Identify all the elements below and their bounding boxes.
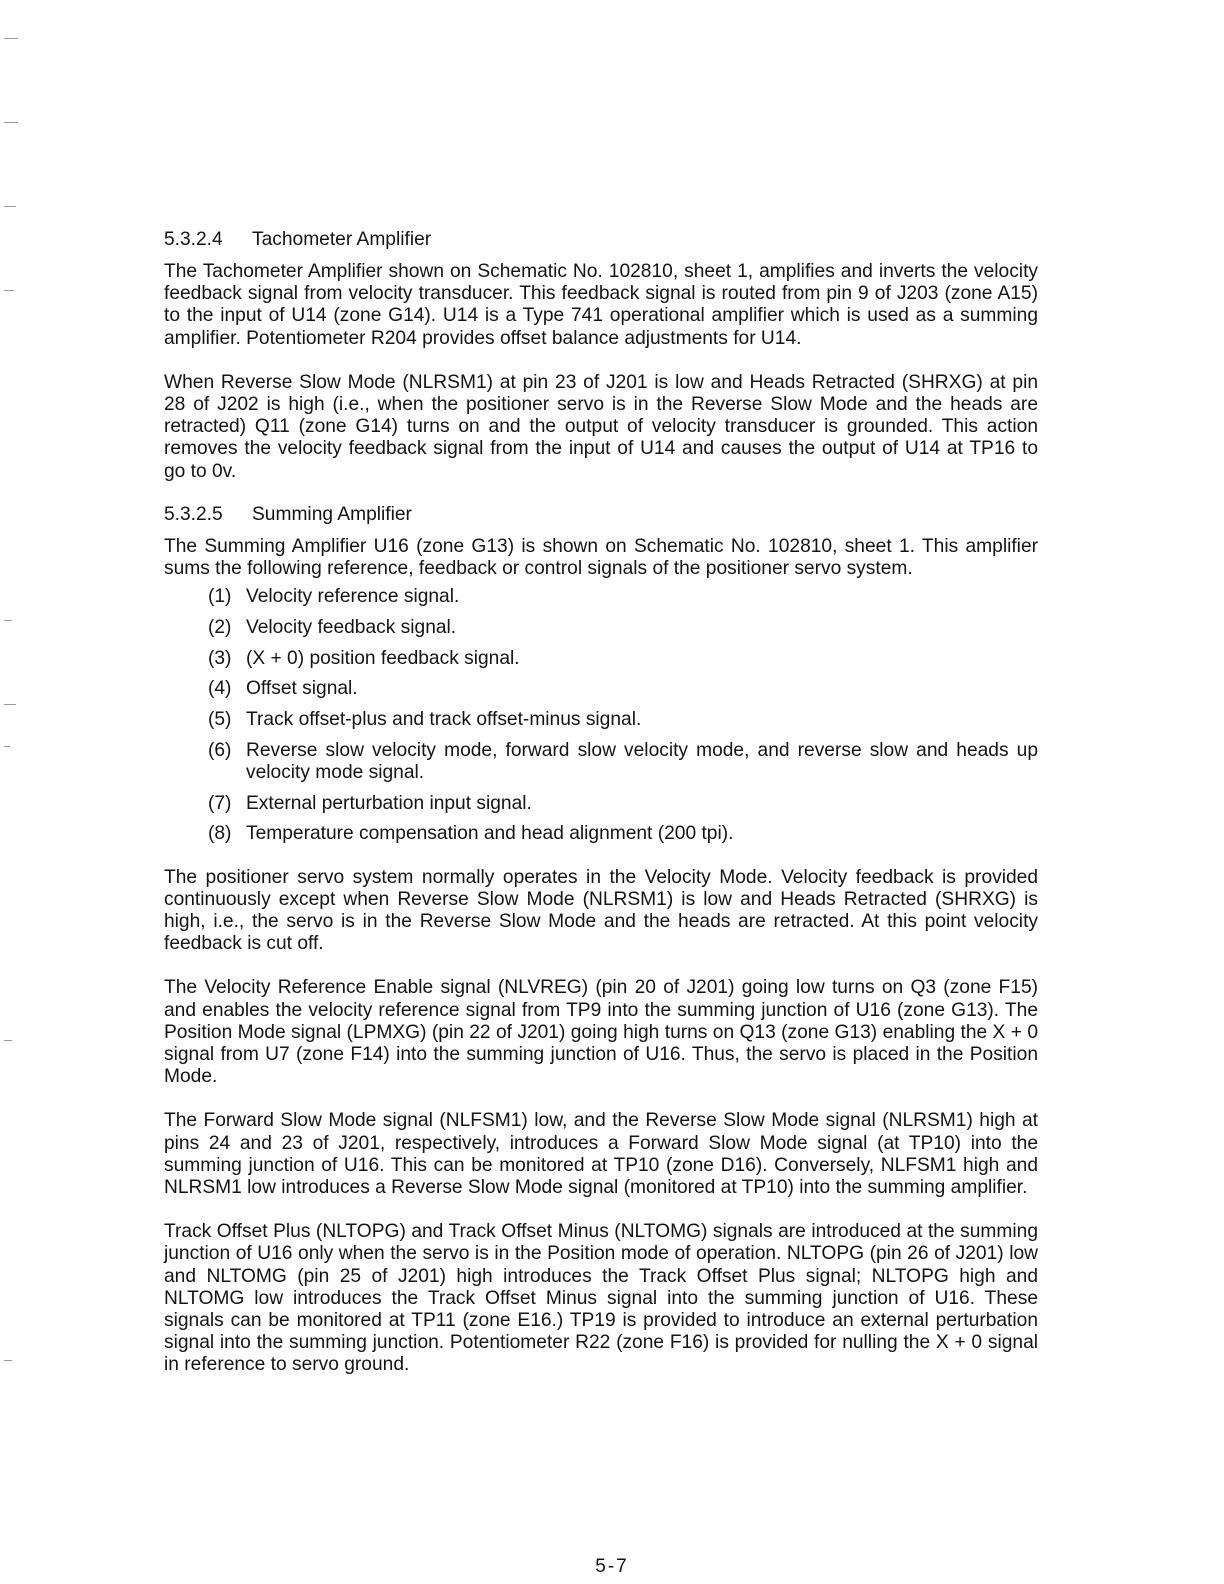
page-number: 5-7 [595,1556,629,1577]
list-item [208,678,1038,700]
section-number: 5.3.2.5 [164,503,223,525]
scan-mark [4,620,12,621]
list-item-text: Velocity reference signal. [246,586,460,608]
section-title: Tachometer Amplifier [252,229,432,250]
list-item-text: External perturbation input signal. [246,792,532,814]
scan-mark [4,1360,12,1361]
list-item-number: (8) [208,823,232,845]
scan-mark [4,704,16,705]
list-item-number: (1) [208,586,232,608]
list-item [208,586,1038,608]
paragraph: The Forward Slow Mode signal (NLFSM1) low, and the Reverse Slow Mode signal (NLRSM1) high at pins 24 and 23 of J201, respectively, introduces a Forward Slow Mode signal (at TP10) into the summing junction of U16. This can be monitored at TP10 (zone D16). Conversely, NLFSM1 high and NLRSM1 low introduces a Reverse Slow Mode signal (monitored at TP10) into the summing amplifier. [164,1110,1038,1198]
list-item-number: (2) [208,616,232,638]
list-item [208,823,1038,845]
page-body [164,228,1038,1377]
list-item [208,648,1038,670]
list-item-text: Temperature compensation and head alignment (200 tpi). [246,823,734,845]
list-item-text: Velocity feedback signal. [246,616,457,638]
list-item [208,617,1038,639]
signal-list [208,586,1038,845]
list-item-number: (3) [208,647,232,669]
list-item [208,740,1038,784]
scan-mark [4,38,18,39]
list-item-text: Reverse slow velocity mode, forward slow velocity mode, and reverse slow and heads up velocity mode signal. [246,739,1038,783]
list-item-number: (5) [208,709,232,731]
list-item-number: (6) [208,739,232,761]
paragraph: The Tachometer Amplifier shown on Schematic No. 102810, sheet 1, amplifies and inverts the velocity feedback signal from velocity transducer. This feedback signal is routed from pin 9 of J203 (zone A15) to the input of U14 (zone G14). U14 is a Type 741 operational amplifier which is used as a summing amplifier. Potentiometer R204 provides offset balance adjustments for U14. [164,261,1038,349]
paragraph: Track Offset Plus (NLTOPG) and Track Offset Minus (NLTOMG) signals are introduced at the summing junction of U16 only when the servo is in the Position mode of operation. NLTOPG (pin 26 of J201) low and NLTOMG (pin 25 of J201) high introduces the Track Offset Plus signal; NLTOPG high and NLTOMG low introduces the Track Offset Minus signal into the summing junction of U16. These signals can be monitored at TP11 (zone E16.) TP19 is provided to introduce an external perturbation signal into the summing junction. Potentiometer R22 (zone F16) is provided for nulling the X + 0 signal in reference to servo ground. [164,1221,1038,1376]
list-item-number: (7) [208,792,232,814]
list-item-text: Track offset-plus and track offset-minus signal. [246,709,642,731]
list-item-text: Offset signal. [246,678,358,700]
scan-mark [4,746,10,747]
scan-mark [4,290,14,291]
section-number: 5.3.2.4 [164,229,223,250]
list-item [208,793,1038,815]
paragraph: The Velocity Reference Enable signal (NLVREG) (pin 20 of J201) going low turns on Q3 (zone F15) and enables the velocity reference signal from TP9 into the summing junction of U16 (zone G13). The Position Mode signal (LPMXG) (pin 22 of J201) going high turns on Q13 (zone G13) enabling the X + 0 signal from U7 (zone F14) into the summing junction of U16. Thus, the servo is placed in the Position Mode. [164,977,1038,1088]
list-item-number: (4) [208,678,232,700]
list-item [208,709,1038,731]
section-heading-summing [164,503,1038,527]
scan-mark [4,206,16,207]
scan-mark [4,122,18,123]
paragraph: The Summing Amplifier U16 (zone G13) is shown on Schematic No. 102810, sheet 1. This amplifier sums the following reference, feedback or control signals of the positioner servo system. [164,535,1038,580]
scan-mark [4,1040,12,1041]
scan-margin-marks [0,0,30,1584]
paragraph: When Reverse Slow Mode (NLRSM1) at pin 23 of J201 is low and Heads Retracted (SHRXG) at pin 28 of J202 is high (i.e., when the positioner servo is in the Reverse Slow Mode and the heads are retracted) Q11 (zone G14) turns on and the output of velocity transducer is grounded. This action removes the velocity feedback signal from the input of U14 and causes the output of U14 at TP16 to go to 0v. [164,371,1038,482]
list-item-text: (X + 0) position feedback signal. [246,647,520,669]
section-heading-tachometer [164,228,1038,252]
section-title: Summing Amplifier [252,503,412,525]
paragraph: The positioner servo system normally operates in the Velocity Mode. Velocity feedback is provided continuously except when Reverse Slow Mode (NLRSM1) is low and Heads Retracted (SHRXG) is high, i.e., the servo is in the Reverse Slow Mode and the heads are retracted. At this point velocity feedback is cut off. [164,866,1038,955]
